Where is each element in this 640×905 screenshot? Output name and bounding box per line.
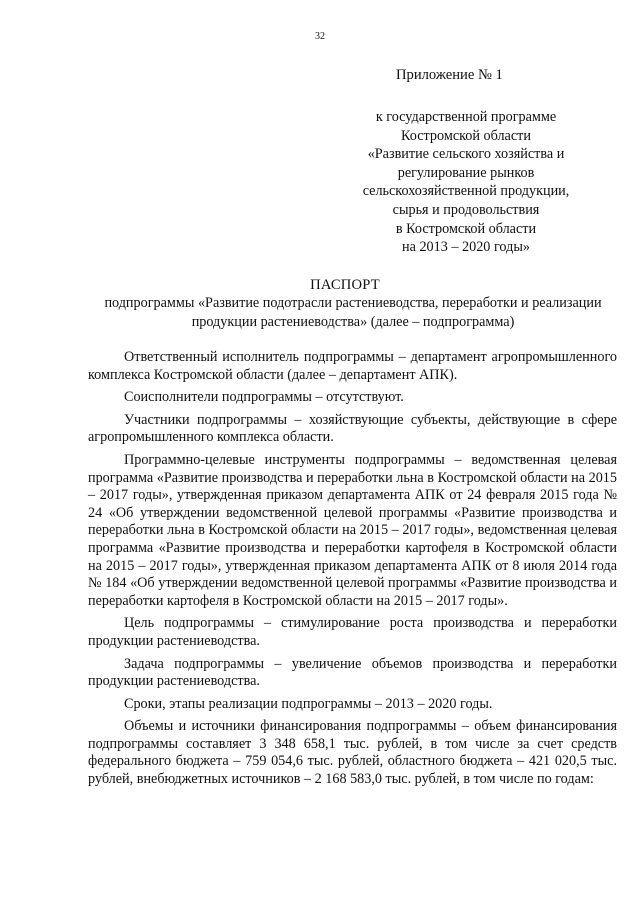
appendix-line: Костромской области [401, 127, 531, 144]
body-text [88, 349, 617, 794]
paragraph-timeline: Сроки, этапы реализации подпрограммы – 2013 – 2020 годы. [124, 695, 493, 712]
appendix-line: на 2013 – 2020 годы» [402, 239, 530, 256]
paragraph-participants: Участники подпрограммы – хозяйствующие субъекты, действующие в сфере агропромышленного комплекса области. [88, 411, 617, 446]
paragraph-responsible-executor: Ответственный исполнитель подпрограммы – департамент агропромышленного комплекса Костромской области (далее – департамент АПК). [88, 349, 617, 383]
passport-title: ПАСПОРТ [310, 277, 380, 293]
appendix-line: сырья и продовольствия [392, 201, 540, 218]
paragraph-financing: Объемы и источники финансирования подпрограммы – объем финансирования подпрограммы составляет 3 348 658,1 тыс. рублей, в том числе за счет средств федерального бюджета – 759 054,6 тыс. рублей, областного бюджета – 421 020,5 тыс. рублей, внебюджетных источников – 2 168 583,0 тыс. рублей, в том числе по годам: [88, 718, 617, 788]
paragraph-program-instruments: Программно-целевые инструменты подпрограммы – ведомственная целевая программа «Развитие производства и переработки льна в Костромской области на 2015 – 2017 годы», утвержденная приказом департамента АПК от 24 февраля 2015 года № 24 «Об утверждении ведомственной целевой программы «Развитие производства и переработки льна в Костромской области на 2015 – 2017 годы», ведомственная целевая программа «Развитие производства и переработки картофеля в Костромской области на 2015 – 2017 годы», утвержденная приказом департамента АПК от 8 июля 2014 года № 184 «Об утверждении ведомственной целевой программы «Развитие производства и переработки картофеля в Костромской области на 2015 – 2017 годы». [88, 451, 617, 609]
appendix-line: «Развитие сельского хозяйства и [367, 146, 565, 163]
paragraph-co-executors: Соисполнители подпрограммы – отсутствуют. [124, 389, 404, 406]
appendix-line: сельскохозяйственной продукции, [362, 183, 570, 200]
page-number: 32 [315, 31, 325, 42]
paragraph-task: Задача подпрограммы – увеличение объемов производства и переработки продукции растениеводства. [88, 655, 617, 690]
appendix-reference [318, 108, 614, 257]
passport-subtitle: подпрограммы «Развитие подотрасли растениеводства, переработки и реализации продукции растениеводства» (далее – подпрограмма) [104, 295, 602, 330]
appendix-line: к государственной программе [375, 109, 557, 125]
appendix-title: Приложение № 1 [396, 67, 503, 83]
appendix-line: регулирование рынков [397, 164, 535, 181]
paragraph-goal: Цель подпрограммы – стимулирование роста производства и переработки продукции растениеводства. [88, 615, 617, 649]
appendix-line: в Костромской области [395, 220, 537, 237]
